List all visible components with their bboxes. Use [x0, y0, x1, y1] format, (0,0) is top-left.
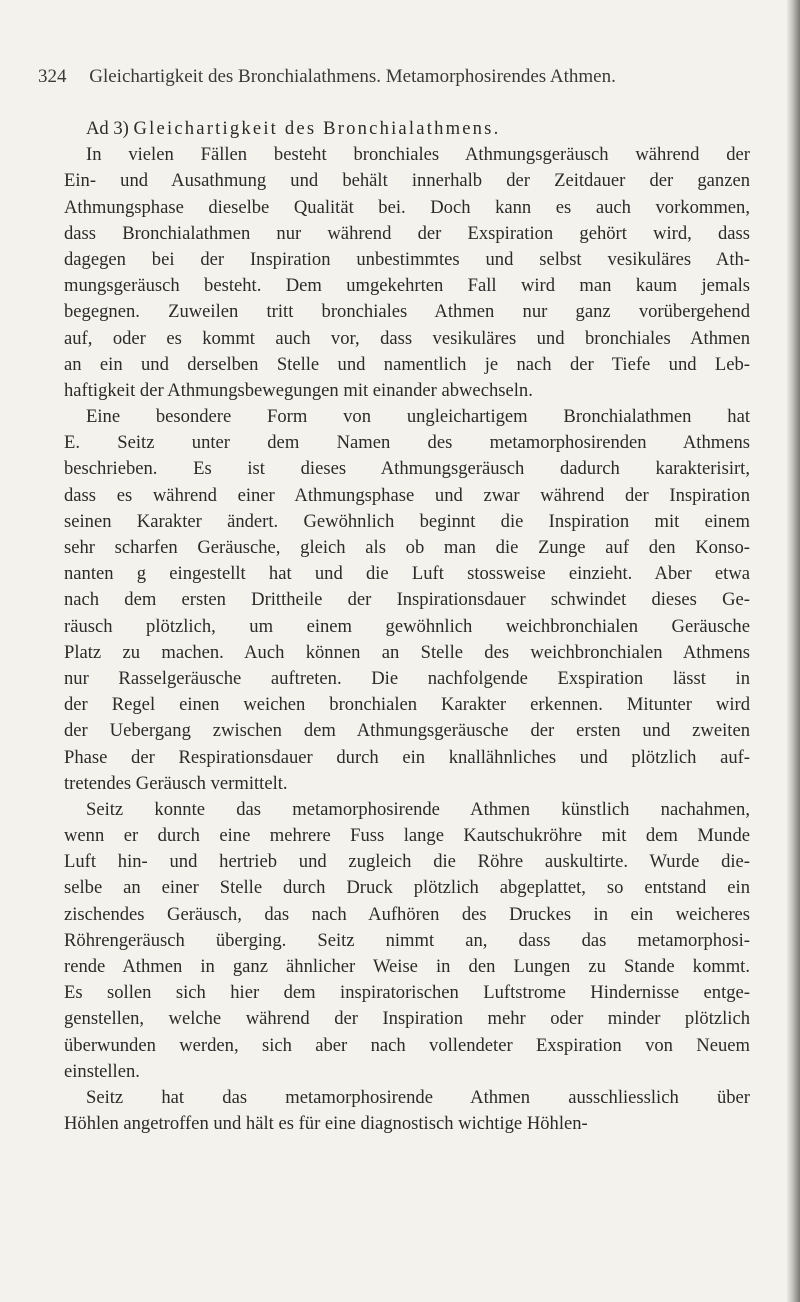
text-line: der Uebergang zwischen dem Athmungsgeräusche der ersten und zweiten [64, 720, 750, 742]
running-header [38, 66, 750, 88]
text-line: mungsgeräusch besteht. Dem umgekehrten Fall wird man kaum jemals [64, 275, 750, 297]
text-line: Höhlen angetroffen und hält es für eine diagnostisch wichtige Höhlen- [64, 1113, 588, 1135]
text-line: beschrieben. Es ist dieses Athmungsgeräusch dadurch karakterisirt, [64, 458, 750, 480]
section-heading-prefix: Ad 3) [86, 118, 129, 139]
text-line: nanten g eingestellt hat und die Luft stossweise einzieht. Aber etwa [64, 563, 750, 585]
text-line: begegnen. Zuweilen tritt bronchiales Athmen nur ganz vorübergehend [64, 301, 750, 323]
text-line: Es sollen sich hier dem inspiratorischen Luftstrome Hindernisse entge- [64, 982, 750, 1004]
text-line: einstellen. [64, 1060, 140, 1082]
text-line: an ein und derselben Stelle und namentlich je nach der Tiefe und Leb- [64, 353, 750, 375]
text-line: Seitz hat das metamorphosirende Athmen ausschliesslich über [86, 1086, 750, 1108]
text-line: genstellen, welche während der Inspiration mehr oder minder plötzlich [64, 1008, 750, 1030]
text-line: räusch plötzlich, um einem gewöhnlich weichbronchialen Geräusche [64, 615, 750, 637]
text-line: In vielen Fällen besteht bronchiales Athmungsgeräusch während der [86, 144, 750, 166]
text-line: Phase der Respirationsdauer durch ein knallähnliches und plötzlich auf- [64, 746, 750, 768]
text-line: überwunden werden, sich aber nach vollendeter Exspiration von Neuem [64, 1034, 750, 1056]
text-line: Platz zu machen. Auch können an Stelle des weichbronchialen Athmens [64, 641, 750, 663]
text-line: selbe an einer Stelle durch Druck plötzlich abgeplattet, so entstand ein [64, 877, 750, 899]
section-heading-title: Gleichartigkeit des Bronchialathmens. [133, 118, 501, 139]
text-line: rende Athmen in ganz ähnlicher Weise in den Lungen zu Stande kommt. [64, 956, 750, 977]
text-line: wenn er durch eine mehrere Fuss lange Kautschukröhre mit dem Munde [64, 825, 750, 847]
section-heading [64, 116, 750, 142]
body-text [64, 116, 750, 1137]
text-line: tretendes Geräusch vermittelt. [64, 772, 288, 794]
text-line: der Regel einen weichen bronchialen Karakter erkennen. Mitunter wird [64, 694, 750, 716]
text-line: auf, oder es kommt auch vor, dass vesikuläres und bronchiales Athmen [64, 327, 750, 349]
text-line: sehr scharfen Geräusche, gleich als ob man die Zunge auf den Konso- [64, 537, 750, 558]
page-number: 324 [38, 66, 67, 87]
text-line: Röhrengeräusch überging. Seitz nimmt an, dass das metamorphosi- [64, 929, 750, 951]
text-line: zischendes Geräusch, das nach Aufhören des Druckes in ein weicheres [64, 903, 750, 925]
text-line: Athmungsphase dieselbe Qualität bei. Doch kann es auch vorkommen, [64, 196, 750, 218]
text-lines [64, 142, 750, 1137]
page-edge-shadow [786, 0, 800, 1302]
text-line: E. Seitz unter dem Namen des metamorphosirenden Athmens [64, 432, 750, 454]
text-line: Ein- und Ausathmung und behält innerhalb der Zeitdauer der ganzen [64, 170, 750, 192]
text-line: haftigkeit der Athmungsbewegungen mit einander abwechseln. [64, 379, 533, 401]
running-title: Gleichartigkeit des Bronchialathmens. Metamorphosirendes Athmen. [89, 66, 616, 87]
text-line: Eine besondere Form von ungleichartigem Bronchialathmen hat [86, 406, 750, 428]
text-line: Seitz konnte das metamorphosirende Athmen künstlich nachahmen, [86, 798, 750, 820]
text-line: dagegen bei der Inspiration unbestimmtes und selbst vesikuläres Ath- [64, 248, 750, 270]
text-line: seinen Karakter ändert. Gewöhnlich beginnt die Inspiration mit einem [64, 510, 750, 532]
text-line: Luft hin- und hertrieb und zugleich die Röhre auskultirte. Wurde die- [64, 851, 750, 873]
text-line: dass es während einer Athmungsphase und zwar während der Inspiration [64, 484, 750, 506]
text-line: nach dem ersten Drittheile der Inspirationsdauer schwindet dieses Ge- [64, 589, 750, 611]
text-line: nur Rasselgeräusche auftreten. Die nachfolgende Exspiration lässt in [64, 667, 750, 689]
text-line: dass Bronchialathmen nur während der Exspiration gehört wird, dass [64, 222, 750, 244]
